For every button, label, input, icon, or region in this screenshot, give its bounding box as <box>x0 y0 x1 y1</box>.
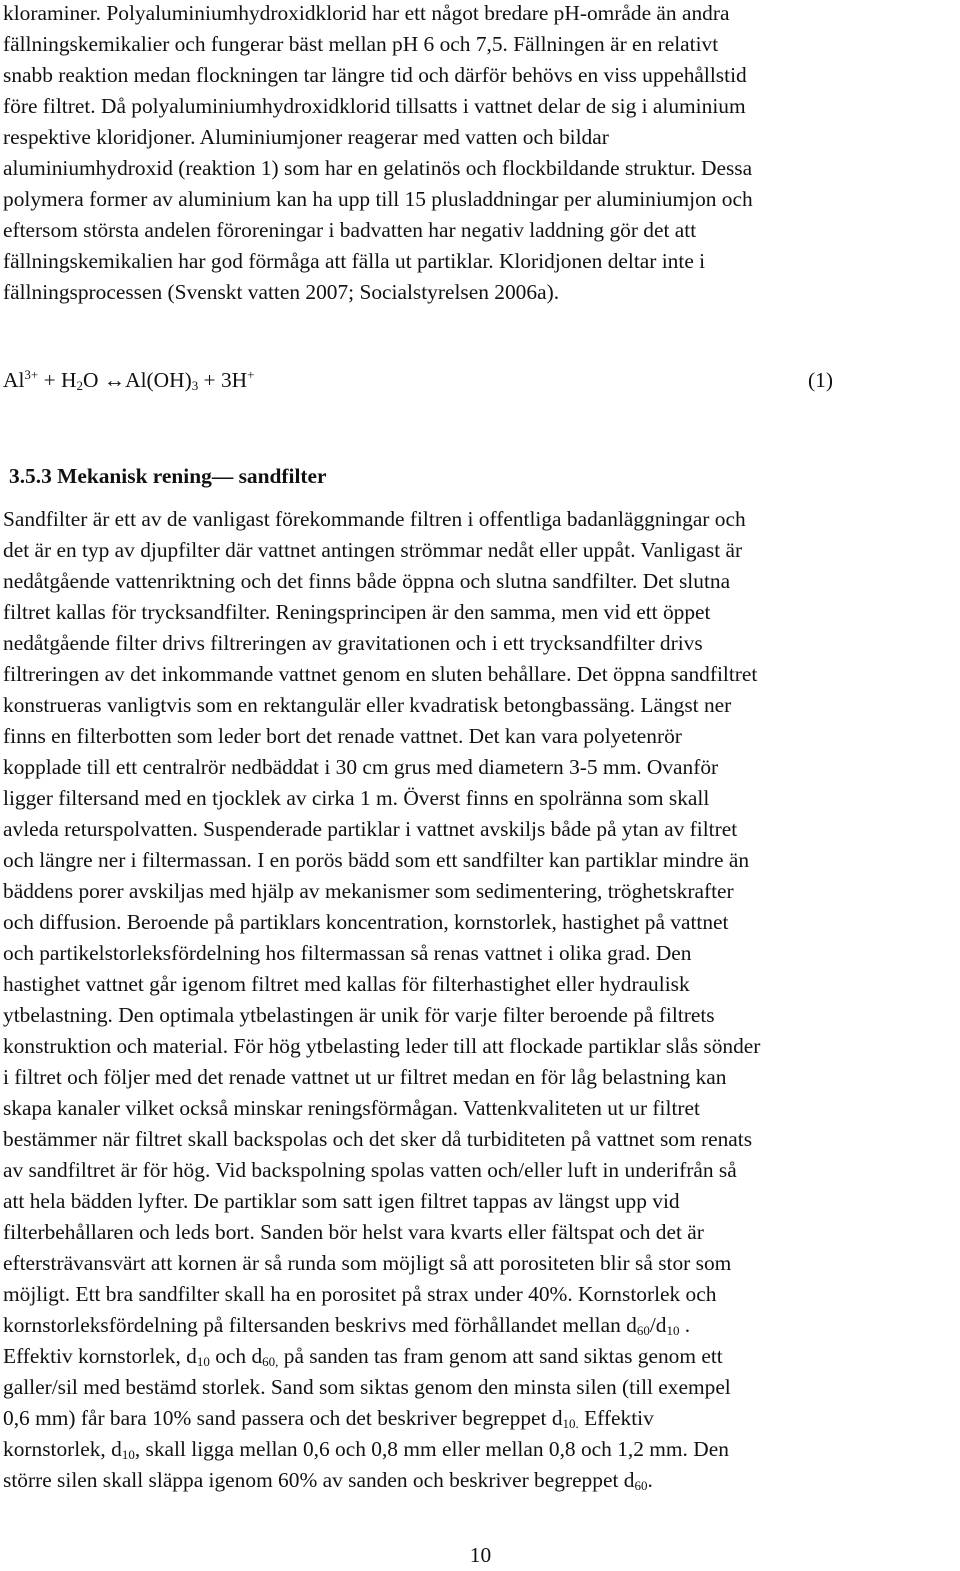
text-line: filtreringen av det inkommande vattnet genom en sluten behållare. Det öppna sandfiltret <box>3 662 758 686</box>
page-number: 10 <box>469 1543 492 1567</box>
text-line: snabb reaktion medan flockningen tar längre tid och därför behövs en viss uppehållstid <box>3 63 747 87</box>
text-run: kornstorlek, d <box>3 1437 122 1461</box>
text-line: fällningskemikalien har god förmåga att fälla ut partiklar. Kloridjonen deltar inte i <box>3 249 706 273</box>
text-run: . <box>647 1468 653 1492</box>
subscript: 10 <box>666 1323 680 1338</box>
text-line: av sandfiltret är för hög. Vid backspolning spolas vatten och/eller luft in underifrån så <box>3 1158 737 1182</box>
text-line-kornstorlek <box>3 1434 760 1465</box>
subscript: 60 <box>634 1478 648 1493</box>
text-line: möjligt. Ett bra sandfilter skall ha en porositet på strax under 40%. Kornstorlek och <box>3 1282 717 1306</box>
text-run: på sanden tas fram genom att sand siktas genom ett <box>278 1344 723 1368</box>
text-line: filterbehållaren och leds bort. Sanden bör helst vara kvarts eller fältspat och det är <box>3 1220 704 1244</box>
equation-plus-3h: + 3H <box>198 368 248 392</box>
text-run: 0,6 mm) får bara 10% sand passera och det beskriver begreppet d <box>3 1406 563 1430</box>
text-line: det är en typ av djupfilter där vattnet antingen strömmar nedåt eller uppåt. Vanligast är <box>3 538 743 562</box>
text-line-d60-d10 <box>3 1310 760 1341</box>
text-line: hastighet vattnet går igenom filtret med kallas för filterhastighet eller hydraulisk <box>3 972 690 996</box>
equation-h-subscript: 2 <box>76 378 83 393</box>
text-run: /d <box>649 1313 667 1337</box>
text-line: skapa kanaler vilket också minskar reningsförmågan. Vattenkvaliteten ut ur filtret <box>3 1096 700 1120</box>
text-line: och diffusion. Beroende på partiklars koncentration, kornstorlek, hastighet på vattnet <box>3 910 729 934</box>
subscript: 10. <box>562 1416 579 1431</box>
text-run: . <box>679 1313 691 1337</box>
text-line: konstrueras vanligtvis som en rektangulär eller kvadratisk betongbassäng. Längst ner <box>3 693 732 717</box>
text-line: kopplade till ett centralrör nedbäddat i 30 cm grus med diametern 3-5 mm. Ovanför <box>3 755 719 779</box>
section-heading: 3.5.3 Mekanisk rening— sandfilter <box>9 464 327 488</box>
chemical-equation <box>3 365 833 396</box>
text-line: eftersträvansvärt att kornen är så runda som möjligt så att porositeten blir så stor som <box>3 1251 732 1275</box>
text-line: konstruktion och material. För hög ytbelasting leder till att flockade partiklar slås sönder <box>3 1034 761 1058</box>
text-line: i filtret och följer med det renade vattnet ut ur filtret medan en för låg belastning kan <box>3 1065 727 1089</box>
text-run: större silen skall släppa igenom 60% av sanden och beskriver begreppet d <box>3 1468 635 1492</box>
text-line: kloraminer. Polyaluminiumhydroxidklorid har ett något bredare pH-område än andra <box>3 1 730 25</box>
equation-oh-subscript: 3 <box>191 378 199 393</box>
text-line: Sandfilter är ett av de vanligast förekommande filtren i offentliga badanläggningar och <box>3 507 746 531</box>
text-run: kornstorleksfördelning på filtersanden beskrivs med förhållandet mellan d <box>3 1313 637 1337</box>
text-line: eftersom största andelen föroreningar i badvatten har negativ laddning gör det att <box>3 218 697 242</box>
text-run: , skall ligga mellan 0,6 och 0,8 mm eller mellan 0,8 och 1,2 mm. Den <box>134 1437 729 1461</box>
subscript: 60, <box>262 1354 279 1369</box>
equation-al-charge: 3+ <box>24 367 39 382</box>
subscript: 60 <box>636 1323 650 1338</box>
text-run: Effektiv <box>578 1406 654 1430</box>
text-line: bäddens porer avskiljas med hjälp av mekanismer som sedimentering, tröghetskrafter <box>3 879 734 903</box>
text-line: och längre ner i filtermassan. I en porös bädd som ett sandfilter kan partiklar mindre än <box>3 848 750 872</box>
text-line: ytbelastning. Den optimala ytbelastingen är unik för varje filter beroende på filtrets <box>3 1003 715 1027</box>
text-line-effektiv <box>3 1341 760 1372</box>
subscript: 10 <box>196 1354 210 1369</box>
text-line: ligger filtersand med en tjocklek av cirka 1 m. Överst finns en spolränna som skall <box>3 786 710 810</box>
text-run: och d <box>209 1344 263 1368</box>
paragraph-sandfilter <box>3 504 760 1496</box>
equation-o-arrow: O ↔Al(OH) <box>82 368 192 392</box>
equation-al: Al <box>3 368 25 392</box>
paragraph-flocculation <box>3 0 753 308</box>
text-line: polymera former av aluminium kan ha upp till 15 plusladdningar per aluminiumjon och <box>3 187 753 211</box>
equation-h-charge: + <box>247 367 255 382</box>
text-line: fällningsprocessen (Svenskt vatten 2007; Socialstyrelsen 2006a). <box>3 280 560 304</box>
text-line: galler/sil med bestämd storlek. Sand som siktas genom den minsta silen (till exempel <box>3 1375 731 1399</box>
text-run: Effektiv kornstorlek, d <box>3 1344 197 1368</box>
text-line: och partikelstorleksfördelning hos filtermassan så renas vattnet i olika grad. Den <box>3 941 692 965</box>
subscript: 10 <box>121 1447 135 1462</box>
text-line: att hela bädden lyfter. De partiklar som satt igen filtret tappas av längst upp vid <box>3 1189 680 1213</box>
text-line: nedåtgående filter drivs filtreringen av gravitationen och i ett trycksandfilter drivs <box>3 631 703 655</box>
text-line-d10 <box>3 1403 760 1434</box>
equation-plus-h: + H <box>38 368 77 392</box>
text-line: avleda returspolvatten. Suspenderade partiklar i vattnet avskiljs både på ytan av filtret <box>3 817 738 841</box>
text-line: aluminiumhydroxid (reaktion 1) som har en gelatinös och flockbildande struktur. Dessa <box>3 156 753 180</box>
text-line: fällningskemikalier och fungerar bäst mellan pH 6 och 7,5. Fällningen är en relativt <box>3 32 719 56</box>
text-line: finns en filterbotten som leder bort det renade vattnet. Det kan vara polyetenrör <box>3 724 682 748</box>
text-line: respektive kloridjoner. Aluminiumjoner reagerar med vatten och bildar <box>3 125 609 149</box>
equation-number: (1) <box>808 368 833 392</box>
text-line: före filtret. Då polyaluminiumhydroxidklorid tillsatts i vattnet delar de sig i aluminium <box>3 94 746 118</box>
text-line: filtret kallas för trycksandfilter. Reningsprincipen är den samma, men vid ett öppet <box>3 600 711 624</box>
text-line-d60 <box>3 1465 760 1496</box>
text-line: bestämmer när filtret skall backspolas och det sker då turbiditeten på vattnet som renats <box>3 1127 753 1151</box>
text-line: nedåtgående vattenriktning och det finns både öppna och slutna sandfilter. Det slutna <box>3 569 731 593</box>
